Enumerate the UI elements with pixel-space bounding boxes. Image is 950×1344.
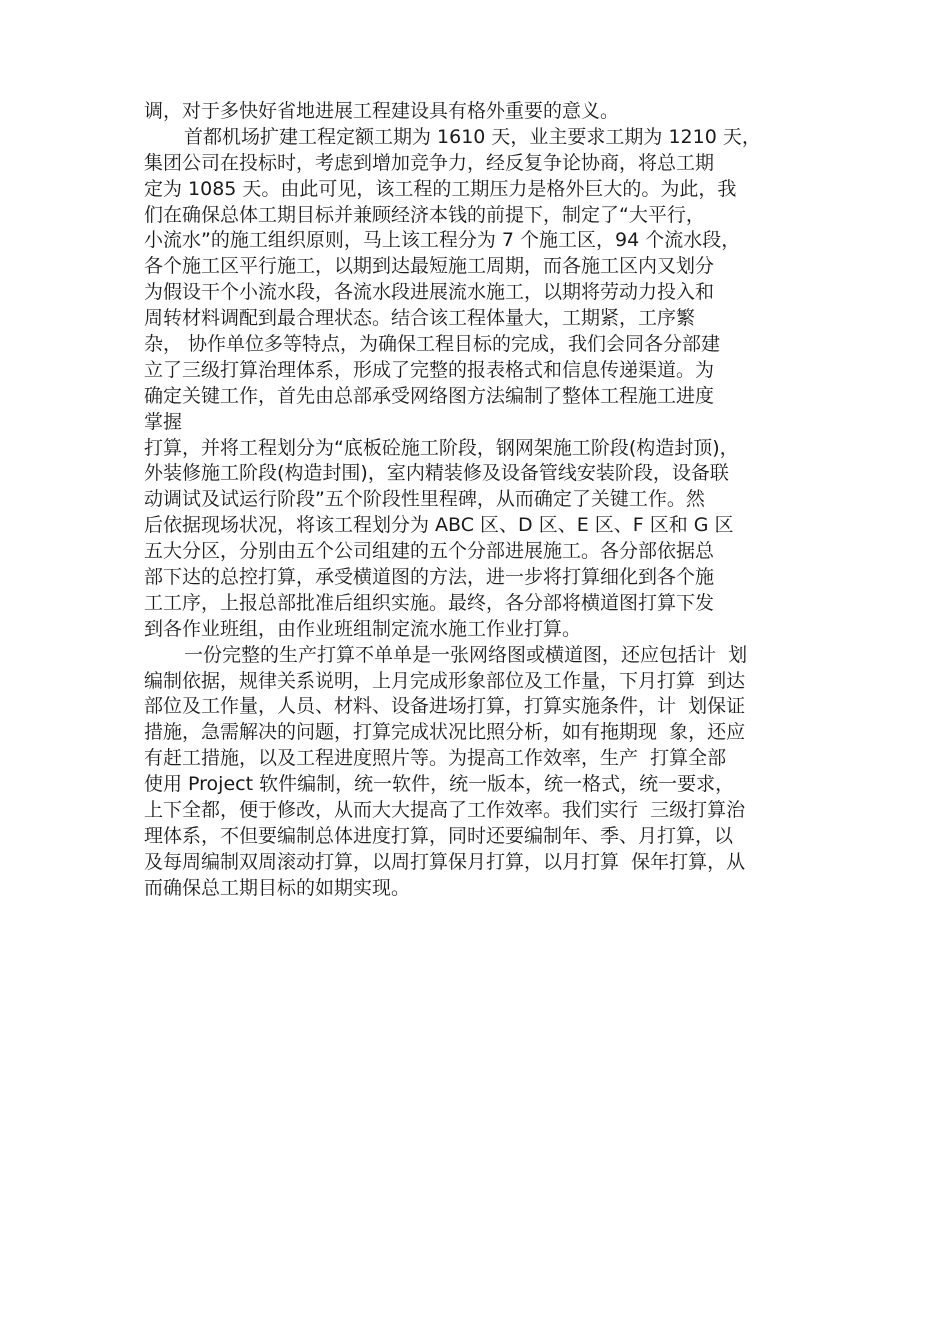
text-line: 后依据现场状况，将该工程划分为 ABC 区、D 区、E 区、F 区和 G 区 <box>144 514 734 537</box>
text-line: 理体系，不但要编制总体进度打算，同时还要编制年、季、月打算，以 <box>144 824 734 847</box>
text-line: 工工序，上报总部批准后组织实施。最终，各分部将横道图打算下发 <box>144 591 715 614</box>
text-line: 使用 Project 软件编制，统一软件，统一版本，统一格式，统一要求， <box>144 773 735 796</box>
text-line: 到各作业班组，由作业班组制定流水施工作业打算。 <box>144 617 582 640</box>
text-line: 有赶工措施，以及工程进度照片等。为提高工作效率，生产 打算全部 <box>144 747 727 770</box>
text-line: 及每周编制双周滚动打算，以周打算保月打算，以月打算 保年打算，从 <box>144 850 746 873</box>
text-line: 部位及工作量，人员、材料、设备进场打算，打算实施条件，计 划保证 <box>144 695 746 718</box>
text-line: 们在确保总体工期目标并兼顾经济本钱的前提下，制定了“大平行， <box>144 203 705 226</box>
body-text <box>144 99 834 902</box>
text-line: 定为 1085 天。由此可见，该工程的工期压力是格外巨大的。为此，我 <box>144 177 737 200</box>
text-line: 掌握 <box>144 410 183 433</box>
text-line: 集团公司在投标时，考虑到增加竞争力，经反复争论协商，将总工期 <box>144 151 715 174</box>
text-line: 外装修施工阶段(构造封围)，室内精装修及设备管线安装阶段，设备联 <box>144 462 729 485</box>
text-line: 确定关键工作，首先由总部承受网络图方法编制了整体工程施工进度 <box>144 384 715 407</box>
text-line: 措施，急需解决的问题，打算完成状况比照分析，如有拖期现 象，还应 <box>144 721 746 744</box>
text-line: 杂， 协作单位多等特点，为确保工程目标的完成，我们会同各分部建 <box>144 333 721 356</box>
text-line: 为假设干个小流水段，各流水段进展流水施工，以期将劳动力投入和 <box>144 281 715 304</box>
text-line: 小流水”的施工组织原则，马上该工程分为 7 个施工区，94 个流水段， <box>144 229 741 252</box>
text-line: 而确保总工期目标的如期实现。 <box>144 876 411 899</box>
text-line: 各个施工区平行施工，以期到达最短施工周期，而各施工区内又划分 <box>144 255 715 278</box>
text-line: 部下达的总控打算，承受横道图的方法，进一步将打算细化到各个施 <box>144 566 715 589</box>
paragraph-first-line: 首都机场扩建工程定额工期为 1610 天，业主要求工期为 1210 天， <box>184 125 761 148</box>
text-line: 周转材料调配到最合理状态。结合该工程体量大，工期紧，工序繁 <box>144 307 696 330</box>
text-line: 五大分区，分别由五个公司组建的五个分部进展施工。各分部依据总 <box>144 540 715 563</box>
text-line: 动调试及试运行阶段”五个阶段性里程碑，从而确定了关键工作。然 <box>144 488 705 511</box>
text-line: 打算，并将工程划分为“底板砼施工阶段，钢网架施工阶段(构造封顶)， <box>144 436 739 459</box>
text-line: 调，对于多快好省地进展工程建设具有格外重要的意义。 <box>144 100 620 122</box>
text-line: 上下全都，便于修改，从而大大提高了工作效率。我们实行 三级打算治 <box>144 799 746 822</box>
paragraph-first-line: 一份完整的生产打算不单单是一张网络图或横道图，还应包括计 划 <box>184 643 748 666</box>
text-line: 立了三级打算治理体系，形成了完整的报表格式和信息传递渠道。为 <box>144 358 715 381</box>
text-line: 编制依据，规律关系说明，上月完成形象部位及工作量，下月打算 到达 <box>144 669 746 692</box>
